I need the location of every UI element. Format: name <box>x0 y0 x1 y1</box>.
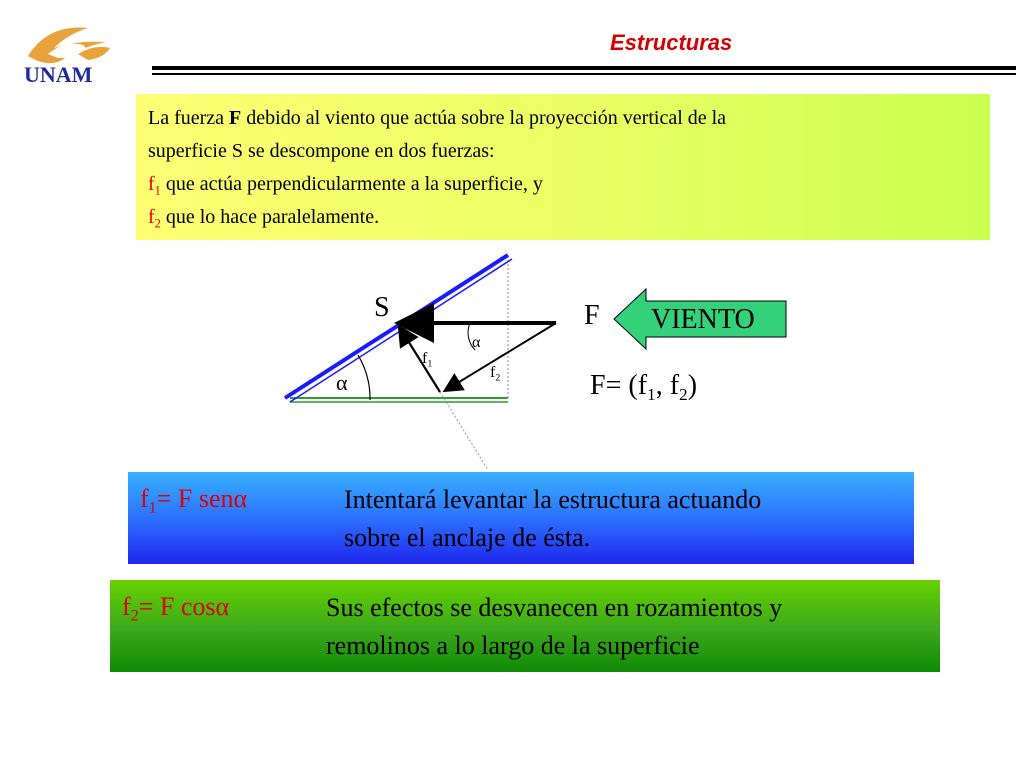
f2-diagram-label: $f_2$ <box>490 364 501 384</box>
intro-line-1: La fuerza F debido al viento que actúa sobre la proyección vertical de la <box>148 107 727 129</box>
perpendicular-extension <box>440 392 488 470</box>
f1-description: Intentará levantar la estructura actuando sobre el anclaje de ésta. <box>344 485 762 552</box>
logo-text: UNAM <box>24 62 93 87</box>
intro-line-4: $f_2$ que lo hace paralelamente. <box>148 206 380 231</box>
page-title: Estructuras <box>610 30 733 55</box>
force-label: F <box>584 300 600 331</box>
decomposition-formula: $F= (f_1$, $f_2$) <box>590 370 698 405</box>
f1-diagram-label: $f_1$ <box>422 350 433 370</box>
intro-line-3: $f_1$ que actúa perpendicularmente a la superficie, y <box>148 173 543 198</box>
f2-description: Sus efectos se desvanecen en rozamientos y remolinos a lo largo de la superficie <box>326 593 783 660</box>
surface-label: S <box>374 292 390 323</box>
alpha-label-top: α <box>472 334 481 351</box>
force-f2-arrow <box>446 323 556 390</box>
f2-formula: $f_2= F$ cosα <box>122 592 230 625</box>
alpha-arc-base <box>358 355 370 400</box>
intro-bold-f: F <box>229 107 242 129</box>
intro-line-2: superficie S se descompone en dos fuerzas: <box>148 140 495 162</box>
f1-formula: $f_1= F$ senα <box>140 484 248 517</box>
wind-label: VIENTO <box>651 304 755 335</box>
force-f1-arrow <box>400 328 440 392</box>
alpha-label-base: α <box>336 370 348 395</box>
surface-line <box>285 255 508 398</box>
